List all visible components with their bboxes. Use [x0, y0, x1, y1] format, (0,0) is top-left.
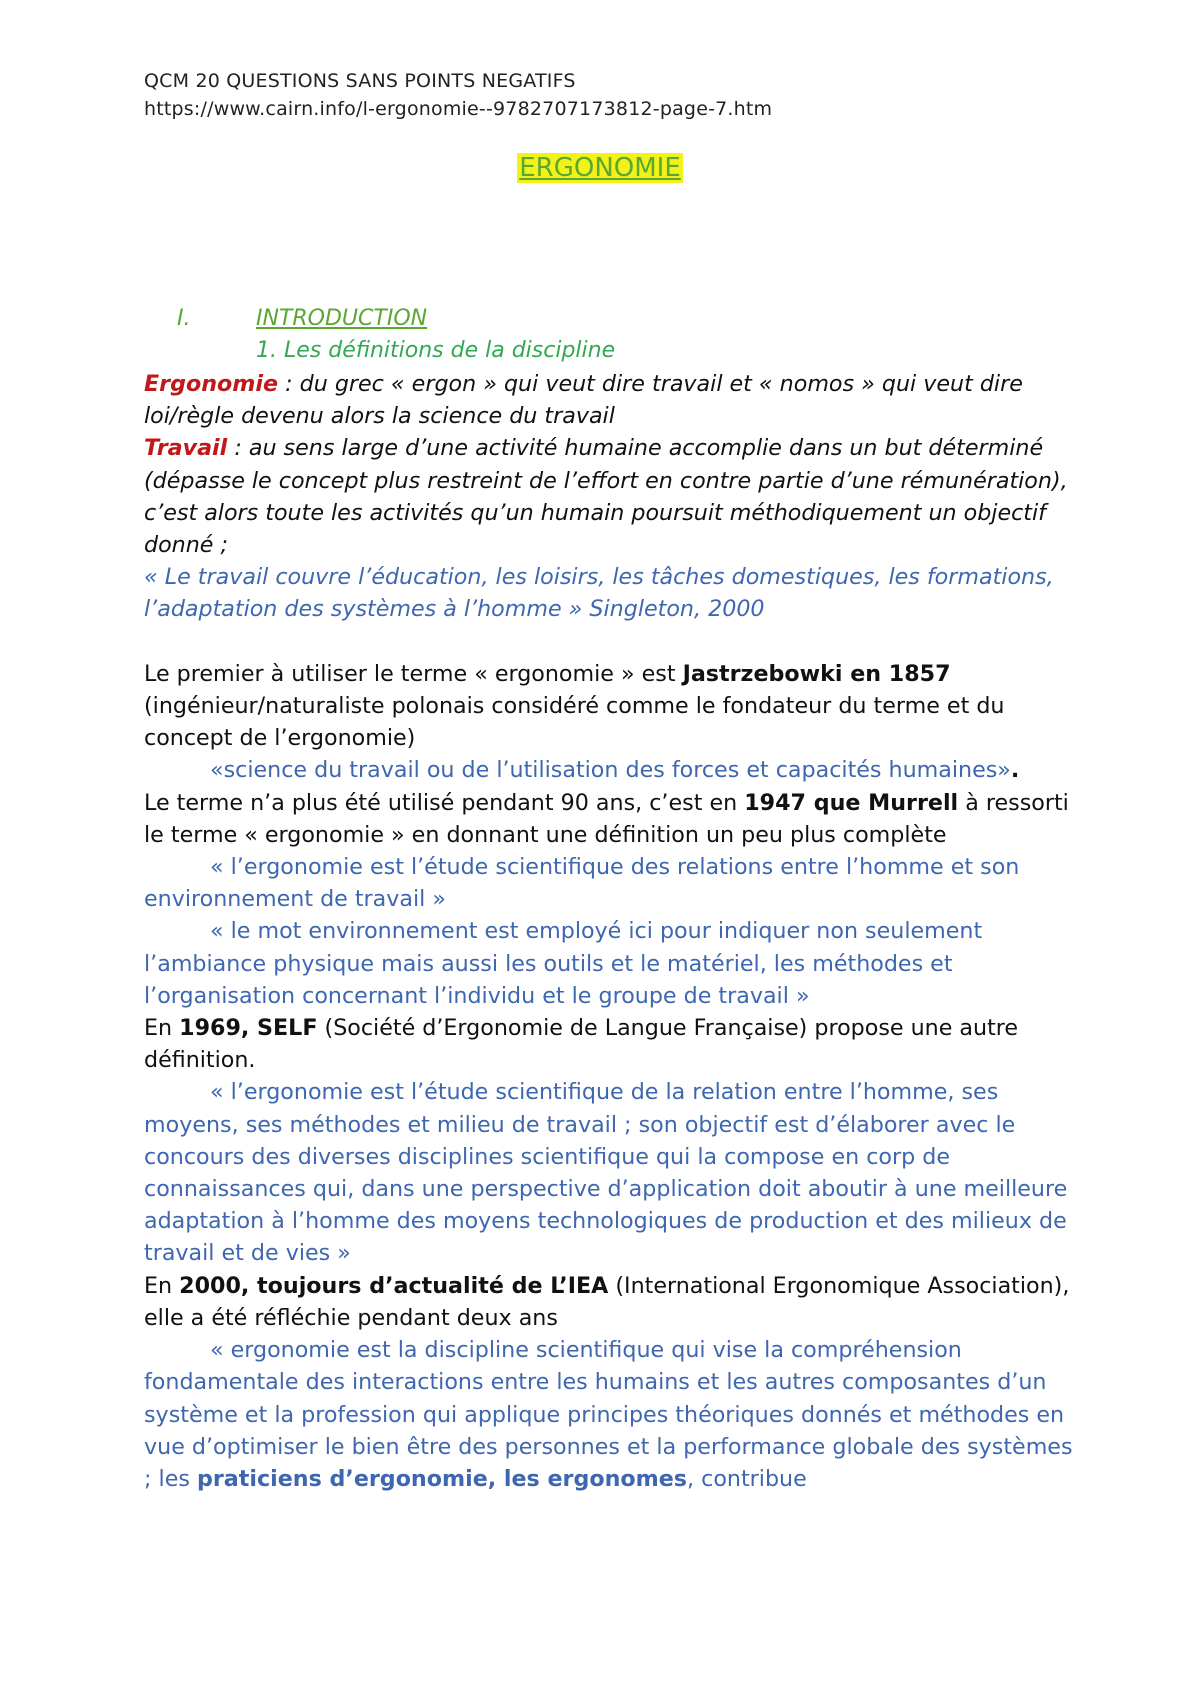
text-run: En — [144, 1272, 180, 1299]
text-run: (Société d’Ergonomie de Langue Française) propose une autre définition. — [144, 1015, 1019, 1074]
quote-iea — [144, 1334, 1074, 1495]
definition-text: : du grec « ergon » qui veut dire travail et « nomos » qui veut dire loi/règle devenu alors la science du travail — [144, 371, 1023, 430]
quote-text: « l’ergonomie est l’étude scientifique de la relation entre l’homme, ses moyens, ses méthodes et milieu de travail ; son objectif est d’élaborer avec le concours des diverses disciplines scientifique qui la compose en corp de connaissances qui, dans une perspective d’application doit aboutir à une meilleure adaptation à l’homme des moyens technologiques de production et des milieux de travail et de vies » — [144, 1079, 1068, 1267]
section-title: INTRODUCTION — [256, 306, 428, 331]
header-line-url: https://www.cairn.info/l-ergonomie--9782707173812-page-7.htm — [144, 98, 773, 120]
quote-jastrzebowki — [144, 754, 1074, 786]
quote-murrell — [144, 851, 1074, 915]
doc-title: ERGONOMIE — [519, 153, 681, 183]
bold-run: 1969, SELF — [179, 1015, 318, 1042]
bold-run: 2000, toujours d’actualité de L’IEA — [179, 1272, 609, 1299]
section-number: I. — [177, 306, 191, 331]
subsection-title: Les définitions de la discipline — [284, 338, 616, 363]
quote-text: «science du travail ou de l’utilisation des forces et capacités humaines» — [210, 757, 1011, 784]
definition-term: Ergonomie — [144, 371, 279, 397]
quote-self — [144, 1076, 1074, 1269]
document-body — [144, 368, 1074, 1495]
definition-travail — [144, 432, 1074, 561]
text-run: (ingénieur/naturaliste polonais considéré comme le fondateur du terme et du concept de l’ergonomie) — [144, 693, 1005, 752]
header-line-title: QCM 20 QUESTIONS SANS POINTS NEGATIFS — [144, 70, 576, 92]
paragraph-murrell — [144, 787, 1074, 851]
text-run: (International Ergonomique Association), elle a été réfléchie pendant deux ans — [144, 1272, 1070, 1331]
blank-line — [144, 626, 1074, 658]
quote-text: , contribue — [687, 1465, 807, 1492]
bold-run: Jastrzebowki en 1857 — [682, 660, 951, 687]
quote-end: . — [1010, 757, 1020, 784]
paragraph-jastrzebowki — [144, 658, 1074, 755]
definition-ergonomie — [144, 368, 1074, 432]
title-wrapper — [0, 153, 1200, 183]
paragraph-iea — [144, 1270, 1074, 1334]
quote-environnement — [144, 915, 1074, 1012]
subsection-number: 1. — [256, 338, 277, 363]
definition-text: : au sens large d’une activité humaine accomplie dans un but déterminé (dépasse le concept plus restreint de l’effort en contre partie d’une rémunération), c’est alors toute les activités qu’un humain poursuit méthodiquement un objectif donné ; — [144, 435, 1068, 559]
definition-term: Travail — [144, 435, 228, 462]
subsection-heading — [256, 338, 615, 363]
bold-run: praticiens d’ergonomie, les ergonomes — [196, 1465, 688, 1492]
quote-singleton: « Le travail couvre l’éducation, les loisirs, les tâches domestiques, les formations, l’adaptation des systèmes à l’homme » Singleton, 2000 — [144, 564, 1054, 623]
text-run: En — [144, 1015, 180, 1042]
quote-text: « le mot environnement est employé ici pour indiquer non seulement l’ambiance physique mais aussi les outils et le matériel, les méthodes et l’organisation concernant l’individu et le groupe de travail » — [144, 918, 983, 1009]
text-run: Le premier à utiliser le terme « ergonomie » est — [144, 660, 683, 687]
quote-text: « ergonomie est la discipline scientifique qui vise la compréhension fondamentale des interactions entre les humains et les autres composantes d’un système et la profession qui applique principes théoriques donnés et méthodes en vue d’optimiser le bien être des personnes et la performance globale des systèmes ; les — [144, 1337, 1073, 1492]
quote-text: « l’ergonomie est l’étude scientifique des relations entre l’homme et son environnement de travail » — [144, 854, 1020, 913]
text-run: à ressorti le terme « ergonomie » en donnant une définition un peu plus complète — [144, 789, 1069, 848]
bold-run: 1947 que Murrell — [744, 789, 959, 816]
text-run: Le terme n’a plus été utilisé pendant 90 ans, c’est en — [144, 789, 745, 816]
paragraph-self — [144, 1012, 1074, 1076]
